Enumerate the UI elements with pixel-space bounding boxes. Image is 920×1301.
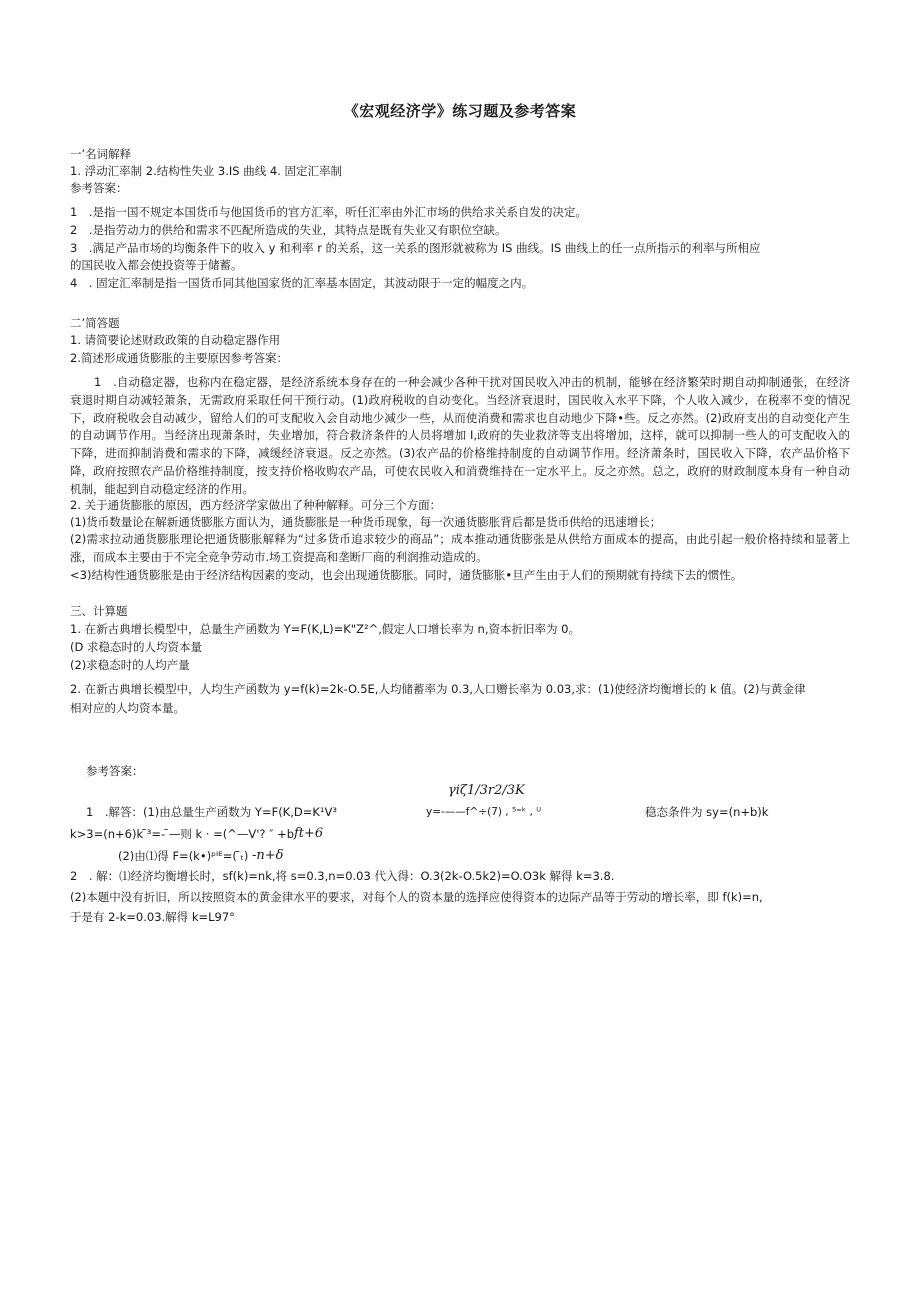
section3-question-2-line1: 2. 在新古典增长模型中，人均生产函数为 y=f(k)=2k-O.5E,人均储蓄率为 0.3,人口赠长率为 0.03,求：(1)使经济均衡增长的 k 值。(2)与黄金律 (70, 682, 806, 696)
section3-question-2-line2: 相对应的人均资本量。 (70, 701, 185, 715)
section3-question-1-part-a: (D 求稳态时的人均资本量 (70, 640, 202, 654)
section2-answer-2-point-1: (1)货币数量论在解新通货膨胀方面认为，通货膨胀是一种货币现象，每一次通货膨胀背后都是货币供给的迅速增长； (70, 515, 662, 529)
section1-answer-3-line2: 的国民收入都会使投资等于储蓄。 (70, 258, 243, 272)
section2-answer-1: 1 .自动稳定器，也称内在稳定器，是经济系统本身存在的一种会减少各种干扰对国民收入冲击的机制，能够在经济繁荣时期自动抑制通张，在经济衰退时期自动减轻萧条，无需政府采取任何干预行动。(1)政府税收的自动变化。当经济衰退时，国民收入水平下降，个人收入减少，在税率不变的情况下，政府税收会自动减少，留给人们的可支配收入会自动地少减少一些，从而使消费和需求也自动地少下降•些。反之亦然。(2)政府支出的自动变化产生的自动调节作用。当经济出现萧条时，失业增加，符合救济条件的人员将增加 I,政府的失业救济等支出将增加，这样，就可以抑制一些人的可支配收入的下降，进而抑制消费和需求的下降，减缓经济衰退。反之亦然。(3)农产品的价格维持制度的自动调节作用。经济萧条时，国民收入下降，农产品价格下降，政府按照农产品价格维持制度，按支持价格收购农产品，可使农民收入和消费维持在一定水平上。反之亦然。总之，政府的财政制度本身有一种自动机制，能起到自动稳定经济的作用。 (70, 375, 850, 496)
answers-label: 参考答案： (86, 764, 144, 778)
answers-line1-mid: y=-——f^÷(7) , ⁵⁼ᵏ , ᵁ (426, 806, 542, 818)
section2-answer-2-point-3: <3)结构性通货膨胀是由于经济结构因素的变动，也会出现通货膨胀。同时，通货膨胀•旦产生由于人们的预期就有持续下去的惯性。 (70, 568, 743, 582)
answers-line1-left: 1 .解答：(1)由总量生产函数为 Y=F(K,D=K¹V³ (86, 805, 337, 819)
section1-terms: 1. 浮动汇率制 2.结构性失业 3.IS 曲线 4. 固定汇率制 (70, 164, 343, 178)
answers-line6: 于是有 2-k=0.03.解得 k=L97° (70, 910, 235, 924)
answers-line1-right: 稳态条件为 sy=(n+b)k (645, 805, 769, 819)
document-title: 《宏观经济学》练习题及参考答案 (343, 102, 577, 120)
section1-heading: 一’名词解释 (70, 147, 132, 161)
section1-answer-1: 1 .是指一国不规定本国货币与他国货币的官方汇率，听任汇率由外汇市场的供给求关系自发的决定。 (70, 205, 587, 219)
section1-answer-4: 4 . 固定汇率制是指一国货币同其他国家货的汇率基本固定，其波动限于一定的幅度之内。 (70, 276, 534, 290)
section2-answer-2-intro: 2. 关于通货膨胀的原因，西方经济学家做出了种种解释。可分三个方面： (70, 498, 442, 512)
section3-heading: 三、计算题 (70, 604, 128, 618)
answers-line3-left: (2)由⑴得 F=(k•)ᵖᴵᴱ=( ̄ₜ) (118, 849, 249, 863)
section2-question-1: 1. 请简要论述财政政策的自动稳定器作用 (70, 333, 281, 347)
section2-question-2: 2.简述形成通货膨胀的主要原因参考答案： (70, 351, 288, 365)
section2-answer-2-point-2: (2)需求拉动通货膨胀理论把通货膨胀解释为“过多货币追求较少的商品”；成本推动通货膨张是从供给方面成本的提高，由此引起一般价格持续和显著上涨，而成本主要由于不完全竞争劳动市.场工资提高和垄断厂商的利润推动造成的。 (70, 532, 850, 564)
answers-line4: 2 . 解：⑴经济均衡增长时，sf(k)=nk,将 s=0.3,n=0.03 代入得：O.3(2k-O.5k2)=O.O3k 解得 k=3.8. (70, 869, 615, 883)
section1-answer-3-line1: 3 .满足产品市场的均衡条件下的收入 y 和利率 r 的关系，这一关系的图形就被称为 IS 曲线。IS 曲线上的任一点所指示的利率与所相应 (70, 241, 761, 255)
section3-question-1-part-b: (2)求稳态时的人均产量 (70, 658, 190, 672)
section3-question-1: 1. 在新古典增长模型中，总量生产函数为 Y=F(K,L)=K"Z²^,假定人口增长率为 n,资本折旧率为 0。 (70, 622, 580, 636)
answers-line5: (2)本题中没有折旧，所以按照资本的黄金律水平的要求，对每个人的资本量的选择应使得资本的边际产品等于劳动的增长率，即 f(k)=n, (70, 890, 763, 904)
section1-answer-label: 参考答案： (70, 181, 128, 195)
section2-heading: 二’简答题 (70, 316, 120, 330)
answers-line3-right: -n+δ (252, 848, 284, 863)
answers-formula-top: γiζ1/3r2/3K (448, 783, 525, 798)
answers-line2-right: ft+6 (294, 826, 324, 841)
answers-line2-left: k>3=(n+6)k ̄³=- ̄—则 k · =(^—V'? ″ +b (70, 827, 295, 841)
section1-answer-2: 2 .是指劳动力的供给和需求不匹配所造成的失业，其特点是既有失业又有职位空缺。 (70, 223, 507, 237)
